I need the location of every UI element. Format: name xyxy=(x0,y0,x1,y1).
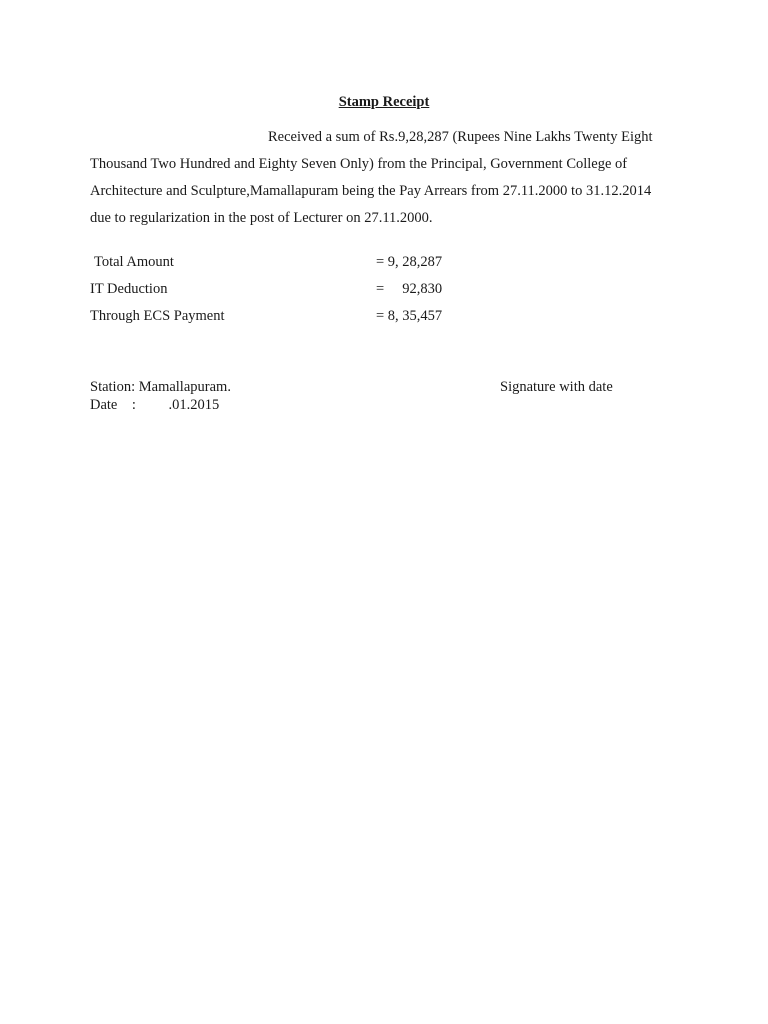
body-line-1: Received a sum of Rs.9,28,287 (Rupees Nine Lakhs Twenty Eight xyxy=(268,129,653,145)
receipt-body xyxy=(90,124,690,232)
body-line-3: Architecture and Sculpture,Mamallapuram being the Pay Arrears from 27.11.2000 to 31.12.2014 xyxy=(90,183,652,199)
total-amount-row xyxy=(90,254,470,274)
total-amount-label: Total Amount xyxy=(94,254,174,270)
it-deduction-row xyxy=(90,281,470,301)
date-text: Date : .01.2015 xyxy=(90,397,220,413)
body-line-2: Thousand Two Hundred and Eighty Seven Only) from the Principal, Government College of xyxy=(90,156,628,172)
ecs-payment-row xyxy=(90,308,470,328)
ecs-payment-value: = 8, 35,457 xyxy=(376,308,443,324)
total-amount-value: = 9, 28,287 xyxy=(376,254,443,270)
signature-label: Signature with date xyxy=(500,379,613,395)
ecs-payment-label: Through ECS Payment xyxy=(90,308,225,324)
receipt-title: Stamp Receipt xyxy=(338,94,430,110)
it-deduction-value: = 92,830 xyxy=(376,281,443,297)
station-text: Station: Mamallapuram. xyxy=(90,379,231,395)
body-line-4: due to regularization in the post of Lecturer on 27.11.2000. xyxy=(90,210,433,226)
it-deduction-label: IT Deduction xyxy=(90,281,168,297)
